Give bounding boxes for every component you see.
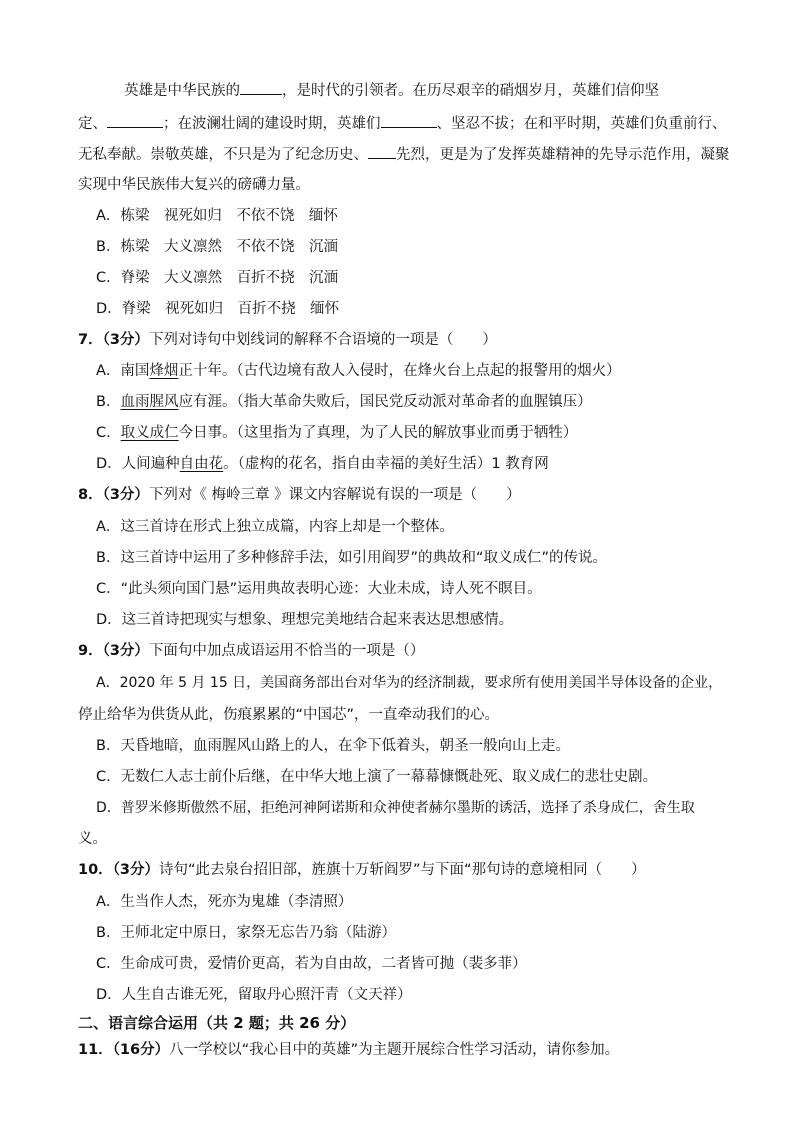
question-stem: 下列对《 梅岭三章 》课文内容解说有误的一项是（ ） — [148, 487, 521, 503]
question-9 — [78, 641, 424, 661]
passage-text: 先烈，更是为了发挥英雄精神的先导示范作用，凝聚 — [396, 147, 730, 163]
q8-option-d: D．这三首诗把现实与想象、理想完美地结合起来表达思想感情。 — [96, 612, 514, 628]
option-d: D．脊梁 视死如归 百折不挠 缅怀 — [96, 301, 340, 317]
underlined-word: 烽烟 — [149, 363, 179, 379]
passage-line-4: 实现中华民族伟大复兴的磅礴力量。 — [78, 177, 310, 193]
q10-option-d: D．人生自古谁无死，留取丹心照汗青（文天祥） — [96, 987, 412, 1003]
q9-option-c: C．无数仁人志士前仆后继，在中华大地上演了一幕幕慷慨赴死、取义成仁的悲壮史剧。 — [96, 769, 658, 785]
option-b: B．栋梁 大义凛然 不依不饶 沉湎 — [96, 239, 338, 255]
question-stem: 下面句中加点成语运用不恰当的一项是（） — [148, 643, 425, 659]
question-11 — [78, 1040, 619, 1060]
question-number: 11． — [78, 1042, 113, 1058]
question-stem: 八一学校以“我心目中的英雄”为主题开展综合性学习活动，请你参加。 — [169, 1042, 620, 1058]
q7-option-b — [96, 392, 592, 412]
underlined-word: 自由花 — [179, 456, 224, 472]
passage-line-2 — [78, 113, 727, 134]
answer-blank-3 — [381, 113, 437, 128]
question-number: 7． — [78, 332, 103, 348]
q9-option-d-line-2: 义。 — [78, 831, 107, 847]
q10-option-a: A．生当作人杰，死亦为鬼雄（李清照） — [96, 894, 353, 910]
answer-blank-1 — [240, 80, 282, 95]
q8-option-a: A．这三首诗在形式上独立成篇，内容上却是一个整体。 — [96, 519, 454, 535]
option-text: D．人间遍种 — [96, 456, 180, 472]
question-number: 9． — [78, 643, 103, 659]
option-text: 。（虚构的花名，指自由幸福的美好生活）1 教育网 — [223, 456, 549, 472]
option-text: B． — [96, 394, 121, 410]
passage-text: ，是时代的引领者。在历尽艰辛的硝烟岁月，英雄们信仰坚 — [282, 83, 659, 99]
question-score: （16分） — [112, 1042, 170, 1058]
q7-option-d — [96, 454, 549, 474]
q9-option-b: B．天昏地暗，血雨腥风山路上的人，在伞下低着头，朝圣一般向山上走。 — [96, 738, 570, 754]
option-text: A．南国 — [96, 363, 150, 379]
question-stem: 下列对诗句中划线词的解释不合语境的一项是（ ） — [148, 332, 497, 348]
underlined-word: 血雨腥风 — [120, 394, 179, 410]
option-c: C．脊梁 大义凛然 百折不挠 沉湎 — [96, 270, 339, 286]
passage-text: 、坚忍不拔；在和平时期，英雄们负重前行、 — [436, 116, 727, 132]
option-text: 正十年。（古代边境有敌人入侵时，在烽火台上点起的报警用的烟火） — [178, 363, 621, 379]
q8-option-c: C．“此头须向国门悬”运用典故表明心迹：大业未成，诗人死不瞑目。 — [96, 581, 542, 597]
answer-blank-4 — [368, 144, 396, 159]
question-score: （3分） — [102, 487, 149, 503]
question-number: 10． — [78, 862, 113, 878]
passage-text: ；在波澜壮阔的建设时期，英雄们 — [163, 116, 381, 132]
passage-text: 英雄是中华民族的 — [124, 83, 240, 99]
question-8 — [78, 485, 521, 505]
option-text: 应有涯。（指大革命失败后，国民党反动派对革命者的血腥镇压） — [178, 394, 592, 410]
option-a: A．栋梁 视死如归 不依不饶 缅怀 — [96, 208, 338, 224]
question-10 — [78, 860, 646, 880]
passage-line-1 — [124, 80, 659, 101]
passage-text: 无私奉献。崇敬英雄，不只是为了纪念历史、 — [78, 147, 368, 163]
q10-option-c: C．生命成可贵，爱情价更高，若为自由故，二者皆可抛（裴多菲） — [96, 956, 527, 972]
question-stem: 诗句“此去泉台招旧部，旌旗十万斩阎罗”与下面“那句诗的意境相同（ ） — [159, 862, 646, 878]
q8-option-b: B．这三首诗中运用了多种修辞手法，如引用阎罗”的典故和“取义成仁”的传说。 — [96, 550, 607, 566]
question-number: 8． — [78, 487, 103, 503]
section-heading: 二、语言综合运用（共 2 题；共 26 分） — [78, 1014, 356, 1032]
q7-option-c — [96, 423, 577, 443]
passage-text: 定、 — [78, 116, 107, 132]
q9-option-a-line-1: A．2020 年 5 月 15 日，美国商务部出台对华为的经济制裁，要求所有使用美国半导体设备的企业， — [96, 675, 723, 691]
passage-line-3 — [78, 144, 730, 165]
question-score: （3分） — [112, 862, 160, 878]
q9-option-d-line-1: D．普罗米修斯傲然不屈，拒绝河神阿诺斯和众神使者赫尔墨斯的诱活，选择了杀身成仁，舍生取 — [96, 800, 695, 816]
underlined-word: 取义成仁 — [120, 425, 179, 441]
answer-blank-2 — [107, 113, 163, 128]
question-7 — [78, 330, 497, 350]
question-score: （3分） — [102, 643, 149, 659]
q9-option-a-line-2: 停止给华为供货从此，伤痕累累的“中国芯”，一直牵动我们的心。 — [78, 707, 500, 723]
option-text: 今日事。（这里指为了真理，为了人民的解放事业而勇于牺牲） — [178, 425, 578, 441]
q10-option-b: B．王师北定中原日，家祭无忘告乃翁（陆游） — [96, 925, 396, 941]
option-text: C． — [96, 425, 121, 441]
q7-option-a — [96, 361, 621, 381]
question-score: （3分） — [102, 332, 149, 348]
